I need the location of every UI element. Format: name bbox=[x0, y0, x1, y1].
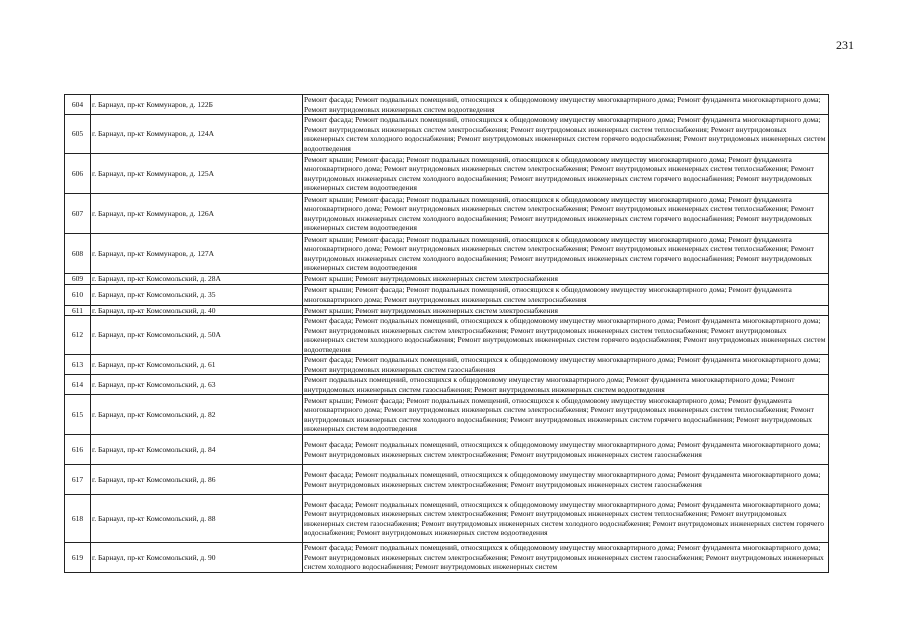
row-number: 615 bbox=[65, 395, 91, 435]
row-works: Ремонт крыши; Ремонт внутридомовых инженерных систем электроснабжения bbox=[303, 305, 829, 316]
row-number: 612 bbox=[65, 316, 91, 355]
row-number: 618 bbox=[65, 495, 91, 543]
row-number: 619 bbox=[65, 543, 91, 573]
table-row bbox=[65, 495, 829, 543]
row-works: Ремонт фасада; Ремонт подвальных помещений, относящихся к общедомовому имуществу многоквартирного дома; Ремонт фундамента многоквартирного дома; Ремонт внутридомовых инженерных систем электроснабжения; Ремонт внутридомовых инженерных систем газоснабжения; Ремонт внутридомовых инженерных систем холодного водоснабжения; Ремонт внутридомовых инженерных систем bbox=[303, 543, 829, 573]
row-works: Ремонт фасада; Ремонт подвальных помещений, относящихся к общедомовому имуществу многоквартирного дома; Ремонт фундамента многоквартирного дома; Ремонт внутридомовых инженерных систем водоотведения bbox=[303, 95, 829, 115]
row-number: 607 bbox=[65, 194, 91, 234]
table-row bbox=[65, 274, 829, 285]
page-number: 231 bbox=[836, 38, 854, 52]
row-number: 614 bbox=[65, 375, 91, 395]
row-address: г. Барнаул, пр-кт Комсомольский, д. 40 bbox=[91, 305, 303, 316]
row-number: 606 bbox=[65, 154, 91, 194]
row-number: 616 bbox=[65, 435, 91, 465]
table-row bbox=[65, 465, 829, 495]
row-address: г. Барнаул, пр-кт Комсомольский, д. 28А bbox=[91, 274, 303, 285]
row-works: Ремонт фасада; Ремонт подвальных помещений, относящихся к общедомовому имуществу многоквартирного дома; Ремонт фундамента многоквартирного дома; Ремонт внутридомовых инженерных систем электроснабжения; Ремонт внутридомовых инженерных систем теплоснабжения; Ремонт внутридомовых инженерных систем холодного водоснабжения; Ремонт внутридомовых инженерных систем горячего водоснабжения; Ремонт внутридомовых инженерных систем водоотведения bbox=[303, 316, 829, 355]
row-address: г. Барнаул, пр-кт Комсомольский, д. 88 bbox=[91, 495, 303, 543]
row-works: Ремонт подвальных помещений, относящихся к общедомовому имуществу многоквартирного дома; Ремонт фундамента многоквартирного дома; Ремонт внутридомовых инженерных систем газоснабжения; Ремонт внутридомовых инженерных систем водоотведения bbox=[303, 375, 829, 395]
row-works: Ремонт крыши; Ремонт фасада; Ремонт подвальных помещений, относящихся к общедомовому имуществу многоквартирного дома; Ремонт фундамента многоквартирного дома; Ремонт внутридомовых инженерных систем электроснабжения; Ремонт внутридомовых инженерных систем теплоснабжения; Ремонт внутридомовых инженерных систем холодного водоснабжения; Ремонт внутридомовых инженерных систем горячего водоснабжения; Ремонт внутридомовых инженерных систем водоотведения bbox=[303, 234, 829, 274]
row-works: Ремонт крыши; Ремонт фасада; Ремонт подвальных помещений, относящихся к общедомовому имуществу многоквартирного дома; Ремонт фундамента многоквартирного дома; Ремонт внутридомовых инженерных систем электроснабжения bbox=[303, 284, 829, 305]
row-address: г. Барнаул, пр-кт Коммунаров, д. 122Б bbox=[91, 95, 303, 115]
row-works: Ремонт крыши; Ремонт фасада; Ремонт подвальных помещений, относящихся к общедомовому имуществу многоквартирного дома; Ремонт фундамента многоквартирного дома; Ремонт внутридомовых инженерных систем электроснабжения; Ремонт внутридомовых инженерных систем теплоснабжения; Ремонт внутридомовых инженерных систем холодного водоснабжения; Ремонт внутридомовых инженерных систем горячего водоснабжения; Ремонт внутридомовых инженерных систем водоотведения bbox=[303, 194, 829, 234]
table-row bbox=[65, 316, 829, 355]
row-address: г. Барнаул, пр-кт Коммунаров, д. 127А bbox=[91, 234, 303, 274]
row-works: Ремонт фасада; Ремонт подвальных помещений, относящихся к общедомовому имуществу многоквартирного дома; Ремонт фундамента многоквартирного дома; Ремонт внутридомовых инженерных систем электроснабжения; Ремонт внутридомовых инженерных систем газоснабжения bbox=[303, 435, 829, 465]
table-row bbox=[65, 375, 829, 395]
row-works: Ремонт фасада; Ремонт подвальных помещений, относящихся к общедомовому имуществу многоквартирного дома; Ремонт фундамента многоквартирного дома; Ремонт внутридомовых инженерных систем электроснабжения; Ремонт внутридомовых инженерных систем газоснабжения bbox=[303, 465, 829, 495]
row-address: г. Барнаул, пр-кт Комсомольский, д. 35 bbox=[91, 284, 303, 305]
row-number: 605 bbox=[65, 115, 91, 154]
row-address: г. Барнаул, пр-кт Комсомольский, д. 61 bbox=[91, 355, 303, 375]
row-works: Ремонт крыши; Ремонт фасада; Ремонт подвальных помещений, относящихся к общедомовому имуществу многоквартирного дома; Ремонт фундамента многоквартирного дома; Ремонт внутридомовых инженерных систем электроснабжения; Ремонт внутридомовых инженерных систем теплоснабжения; Ремонт внутридомовых инженерных систем холодного водоснабжения; Ремонт внутридомовых инженерных систем горячего водоснабжения; Ремонт внутридомовых инженерных систем водоотведения bbox=[303, 154, 829, 194]
table-row bbox=[65, 194, 829, 234]
table-row bbox=[65, 355, 829, 375]
table-row bbox=[65, 115, 829, 154]
repair-works-table bbox=[64, 94, 829, 573]
row-address: г. Барнаул, пр-кт Коммунаров, д. 125А bbox=[91, 154, 303, 194]
table-row bbox=[65, 395, 829, 435]
table-row bbox=[65, 234, 829, 274]
table-row bbox=[65, 543, 829, 573]
table-row bbox=[65, 284, 829, 305]
row-number: 613 bbox=[65, 355, 91, 375]
row-address: г. Барнаул, пр-кт Комсомольский, д. 86 bbox=[91, 465, 303, 495]
row-number: 610 bbox=[65, 284, 91, 305]
row-works: Ремонт крыши; Ремонт фасада; Ремонт подвальных помещений, относящихся к общедомовому имуществу многоквартирного дома; Ремонт фундамента многоквартирного дома; Ремонт внутридомовых инженерных систем электроснабжения; Ремонт внутридомовых инженерных систем теплоснабжения; Ремонт внутридомовых инженерных систем холодного водоснабжения; Ремонт внутридомовых инженерных систем горячего водоснабжения; Ремонт внутридомовых инженерных систем водоотведения bbox=[303, 395, 829, 435]
row-address: г. Барнаул, пр-кт Комсомольский, д. 50А bbox=[91, 316, 303, 355]
row-address: г. Барнаул, пр-кт Комсомольский, д. 90 bbox=[91, 543, 303, 573]
row-number: 604 bbox=[65, 95, 91, 115]
row-address: г. Барнаул, пр-кт Коммунаров, д. 126А bbox=[91, 194, 303, 234]
table-row bbox=[65, 95, 829, 115]
row-address: г. Барнаул, пр-кт Комсомольский, д. 63 bbox=[91, 375, 303, 395]
row-address: г. Барнаул, пр-кт Комсомольский, д. 84 bbox=[91, 435, 303, 465]
row-works: Ремонт фасада; Ремонт подвальных помещений, относящихся к общедомовому имуществу многоквартирного дома; Ремонт фундамента многоквартирного дома; Ремонт внутридомовых инженерных систем электроснабжения; Ремонт внутридомовых инженерных систем теплоснабжения; Ремонт внутридомовых инженерных систем холодного водоснабжения; Ремонт внутридомовых инженерных систем горячего водоснабжения; Ремонт внутридомовых инженерных систем водоотведения bbox=[303, 115, 829, 154]
row-address: г. Барнаул, пр-кт Комсомольский, д. 82 bbox=[91, 395, 303, 435]
table-row bbox=[65, 305, 829, 316]
row-number: 617 bbox=[65, 465, 91, 495]
row-number: 611 bbox=[65, 305, 91, 316]
row-number: 608 bbox=[65, 234, 91, 274]
row-works: Ремонт фасада; Ремонт подвальных помещений, относящихся к общедомовому имуществу многоквартирного дома; Ремонт фундамента многоквартирного дома; Ремонт внутридомовых инженерных систем газоснабжения bbox=[303, 355, 829, 375]
table-row bbox=[65, 154, 829, 194]
row-works: Ремонт фасада; Ремонт подвальных помещений, относящихся к общедомовому имуществу многоквартирного дома; Ремонт фундамента многоквартирного дома; Ремонт внутридомовых инженерных систем электроснабжения; Ремонт внутридомовых инженерных систем теплоснабжения; Ремонт внутридомовых инженерных систем газоснабжения; Ремонт внутридомовых инженерных систем холодного водоснабжения; Ремонт внутридомовых инженерных систем горячего водоснабжения; Ремонт внутридомовых инженерных систем водоотведения bbox=[303, 495, 829, 543]
row-works: Ремонт крыши; Ремонт внутридомовых инженерных систем электроснабжения bbox=[303, 274, 829, 285]
table-row bbox=[65, 435, 829, 465]
row-address: г. Барнаул, пр-кт Коммунаров, д. 124А bbox=[91, 115, 303, 154]
row-number: 609 bbox=[65, 274, 91, 285]
